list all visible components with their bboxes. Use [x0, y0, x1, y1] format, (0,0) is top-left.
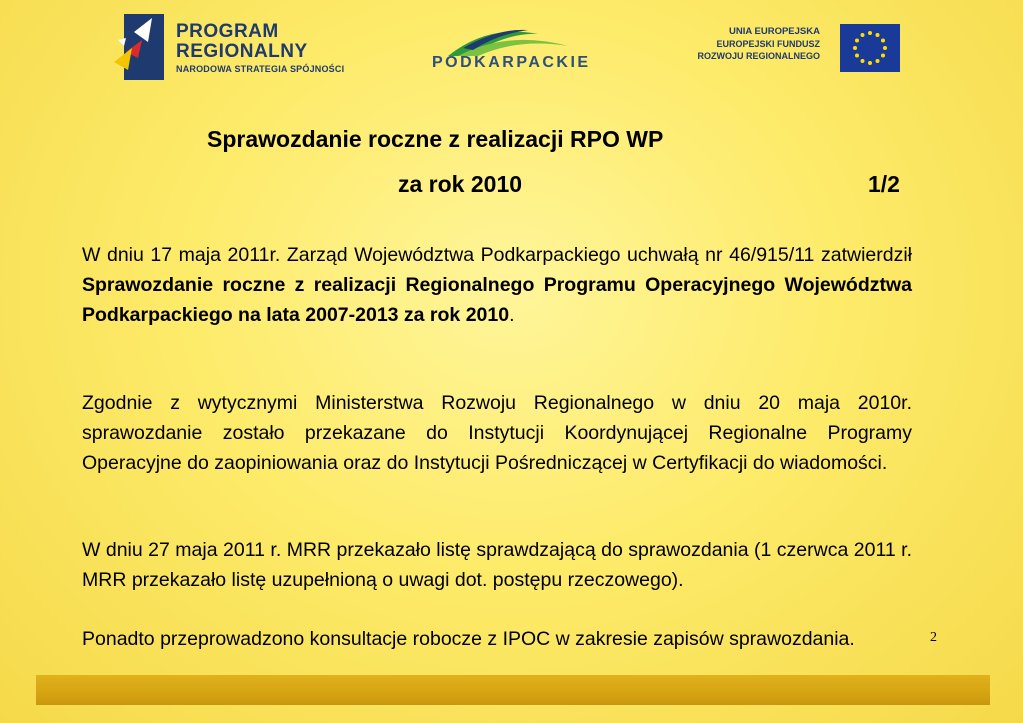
program-regionalny-line1: PROGRAM — [176, 21, 279, 42]
eu-line3: ROZWOJU REGIONALNEGO — [697, 51, 820, 61]
paragraph-approval-bold: Sprawozdanie roczne z realizacji Regionalnego Programu Operacyjnego Województwa Podkarpackiego na lata 2007-2013 za rok 2010 — [82, 274, 912, 326]
footer-bar — [36, 675, 990, 705]
program-regionalny-logo — [112, 12, 362, 84]
eu-text — [697, 26, 820, 62]
program-regionalny-line3: NARODOWA STRATEGIA SPÓJNOŚCI — [176, 64, 345, 74]
podkarpackie-text: PODKARPACKIE — [432, 54, 591, 71]
program-regionalny-emblem-icon — [112, 12, 168, 84]
paragraph-checklist: W dniu 27 maja 2011 r. MRR przekazało listę sprawdzającą do sprawozdania (1 czerwca 2011 r. MRR przekazało listę uzupełnioną o uwagi dot. postępu rzeczowego). — [82, 539, 912, 591]
paragraph-submission: Zgodnie z wytycznymi Ministerstwa Rozwoju Regionalnego w dniu 20 maja 2010r. sprawozdanie zostało przekazane do Instytucji Koordynującej Regionalne Programy Operacyjne do zaopiniowania oraz do Instytucji Pośredniczącej w Certyfikacji do wiadomości. — [82, 392, 912, 474]
program-regionalny-line2: REGIONALNY — [176, 41, 308, 62]
podkarpackie-logo — [428, 20, 593, 78]
report-title: Sprawozdanie roczne z realizacji RPO WP — [207, 126, 664, 152]
page-number: 2 — [930, 630, 937, 645]
program-regionalny-text — [176, 22, 344, 74]
paragraph-approval — [82, 240, 912, 330]
paragraph-consultations: Ponadto przeprowadzono konsultacje robocze z IPOC w zakresie zapisów sprawozdania. — [82, 628, 855, 650]
eu-flag-icon — [840, 24, 900, 72]
eu-line1: UNIA EUROPEJSKA — [729, 26, 820, 37]
slide-part-indicator: 1/2 — [868, 171, 900, 197]
report-subtitle: za rok 2010 — [398, 171, 523, 197]
eu-logo — [690, 20, 900, 76]
eu-line2: EUROPEJSKI FUNDUSZ — [716, 39, 820, 49]
paragraph-approval-text: W dniu 17 maja 2011r. Zarząd Województwa Podkarpackiego uchwałą nr 46/915/11 zatwierdził — [82, 244, 912, 266]
paragraph-approval-suffix: . — [509, 304, 515, 326]
